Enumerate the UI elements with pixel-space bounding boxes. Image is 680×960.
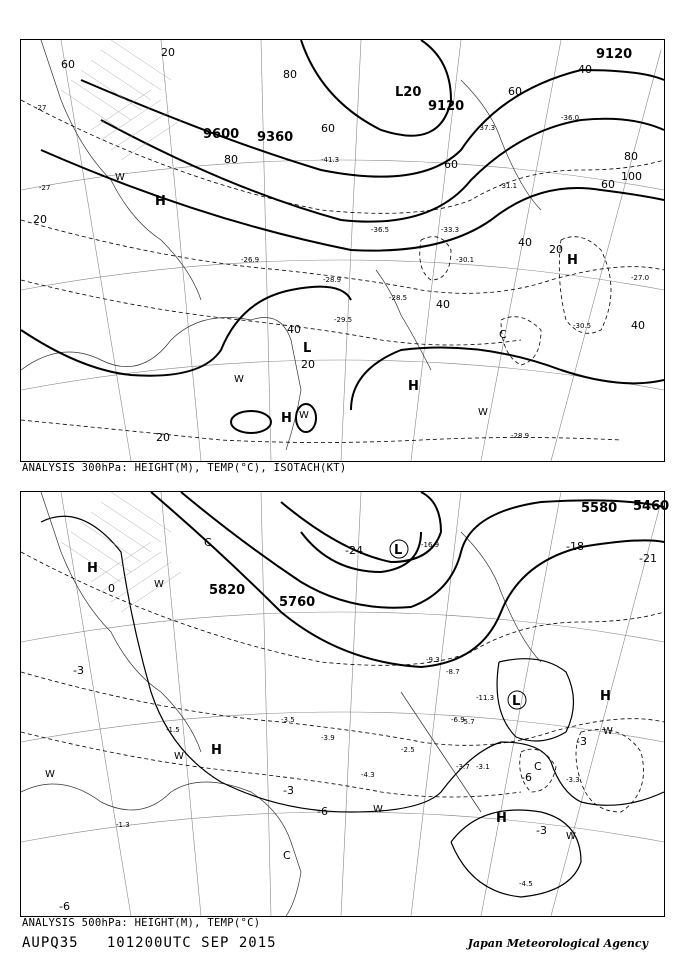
panel-caption-500hpa: ANALYSIS 500hPa: HEIGHT(M), TEMP(°C): [22, 917, 261, 929]
temperature-value: -31.1: [499, 182, 518, 190]
coastline: [21, 492, 541, 916]
pressure-center-low: L20: [395, 85, 422, 100]
pressure-center-cold: C: [283, 849, 291, 862]
wind-marker: W: [115, 172, 125, 183]
height-contours: [21, 40, 664, 433]
temperature-value: -27.0: [631, 274, 650, 282]
height-label: 9360: [257, 130, 294, 145]
panel-caption-300hpa: ANALYSIS 300hPa: HEIGHT(M), TEMP(°C), ISOTACH(KT): [22, 462, 347, 474]
isotach-label: 20: [161, 46, 175, 59]
temperature-value: -16.9: [421, 541, 440, 549]
valid-time: 101200UTC SEP 2015: [106, 935, 277, 951]
temperature-value: -37.3: [477, 124, 496, 132]
temperature-value: -5.7: [461, 718, 475, 726]
temperature-contour-label: -6: [317, 805, 328, 818]
isotach-label: 60: [508, 85, 522, 98]
isotach-label: 60: [61, 58, 75, 71]
wind-marker: W: [234, 374, 244, 385]
temperature-value: -28.9: [323, 276, 342, 284]
temperature-value: -1.5: [166, 726, 180, 734]
temperature-value: -4.3: [361, 771, 375, 779]
isotach-label: 80: [283, 68, 297, 81]
height-label: 5580: [581, 501, 618, 516]
temperature-value: -11.3: [476, 694, 495, 702]
pressure-center-low: L: [303, 341, 312, 356]
temperature-contour-label: -24: [345, 544, 363, 557]
temperature-value: -4.5: [519, 880, 533, 888]
height-label: 5820: [209, 583, 246, 598]
temperature-contour-label: 0: [108, 582, 115, 595]
wind-marker: W: [45, 769, 55, 780]
temperature-value: -26.9: [241, 256, 260, 264]
temperature-value: -3.9: [321, 734, 335, 742]
height-label: 9120: [428, 99, 465, 114]
temperature-contour-label: -6: [59, 900, 70, 913]
map-panel-500hpa: [20, 491, 670, 917]
temperature-value: -33.3: [441, 226, 460, 234]
isotach-label: 20: [301, 358, 315, 371]
wind-marker: W: [174, 751, 184, 762]
isotach-contours: [21, 100, 664, 443]
temperature-value: -28.9: [511, 432, 530, 440]
temperature-value: -28.5: [389, 294, 408, 302]
agency-name: Japan Meteorological Agency: [467, 937, 648, 950]
isotach-label: 20: [549, 243, 563, 256]
isotach-label: 40: [578, 63, 592, 76]
temperature-contour-label: -3: [283, 784, 294, 797]
temperature-dashed-contours: [21, 552, 664, 812]
pressure-center-high: H: [87, 561, 98, 576]
temperature-value: -3.3: [566, 776, 580, 784]
wind-marker: W: [154, 579, 164, 590]
temperature-value: -1.3: [116, 821, 130, 829]
temperature-value: -8.7: [446, 668, 460, 676]
pressure-center-high: H: [600, 689, 611, 704]
temperature-value: -6.9: [451, 716, 465, 724]
temperature-value: -27: [39, 184, 51, 192]
temperature-value: -3.5: [281, 716, 295, 724]
wind-marker: W: [603, 726, 613, 737]
map-panel-300hpa: [20, 39, 665, 462]
pressure-center-cold: C: [534, 760, 542, 773]
isotach-label: 60: [601, 178, 615, 191]
chart-header: [22, 935, 277, 951]
isotach-label: 100: [621, 170, 642, 183]
height-label: 9120: [596, 47, 633, 62]
temperature-contour-label: -3: [536, 824, 547, 837]
temperature-value: -30.5: [573, 322, 592, 330]
temperature-value: -3.1: [476, 763, 490, 771]
low-center-rings: [390, 540, 526, 709]
pressure-center-high: H: [408, 379, 419, 394]
wind-marker: W: [299, 410, 309, 421]
height-label: 9600: [203, 127, 240, 142]
temperature-value: -9.3: [426, 656, 440, 664]
wind-marker: W: [566, 831, 576, 842]
map-300hpa-svg: [21, 40, 664, 461]
graticule: [21, 492, 664, 916]
pressure-center-high: H: [496, 811, 507, 826]
isotach-label: 40: [287, 323, 301, 336]
pressure-center-low: L: [512, 694, 521, 709]
chart-code: AUPQ35: [22, 935, 79, 951]
temperature-value: -36.5: [371, 226, 390, 234]
temperature-value: -3.7: [456, 763, 470, 771]
pressure-center-high: H: [281, 411, 292, 426]
temperature-value: -30.1: [456, 256, 475, 264]
pressure-center-cold: C: [204, 536, 212, 549]
isotach-label: 80: [224, 153, 238, 166]
temperature-contour-label: -3: [576, 735, 587, 748]
temperature-value: -2.5: [401, 746, 415, 754]
height-label: 5460: [633, 499, 670, 514]
pressure-center-high: H: [155, 194, 166, 209]
temperature-value: -41.3: [321, 156, 340, 164]
isotach-label: 80: [624, 150, 638, 163]
temperature-value: -27: [35, 104, 47, 112]
temperature-contour-label: -21: [639, 552, 657, 565]
pressure-center-high: H: [211, 743, 222, 758]
temperature-value: -36.0: [561, 114, 580, 122]
temperature-contour-label: -6: [521, 771, 532, 784]
temperature-contour-label: -3: [73, 664, 84, 677]
isotach-label: 40: [631, 319, 645, 332]
isotach-label: 20: [33, 213, 47, 226]
wind-marker: W: [373, 804, 383, 815]
temperature-value: -29.5: [334, 316, 353, 324]
isotach-label: 60: [444, 158, 458, 171]
temperature-contour-label: -18: [566, 540, 584, 553]
isotach-label: 60: [321, 122, 335, 135]
height-label: 5760: [279, 595, 316, 610]
height-contours: [151, 492, 664, 667]
map-500hpa-svg: [21, 492, 670, 916]
pressure-center-high: H: [567, 253, 578, 268]
isotach-label: 40: [436, 298, 450, 311]
wind-marker: W: [478, 407, 488, 418]
pressure-center-cold: C: [499, 328, 507, 341]
isotach-label: 40: [518, 236, 532, 249]
pressure-center-low: L: [394, 543, 403, 558]
isotach-label: 20: [156, 431, 170, 444]
